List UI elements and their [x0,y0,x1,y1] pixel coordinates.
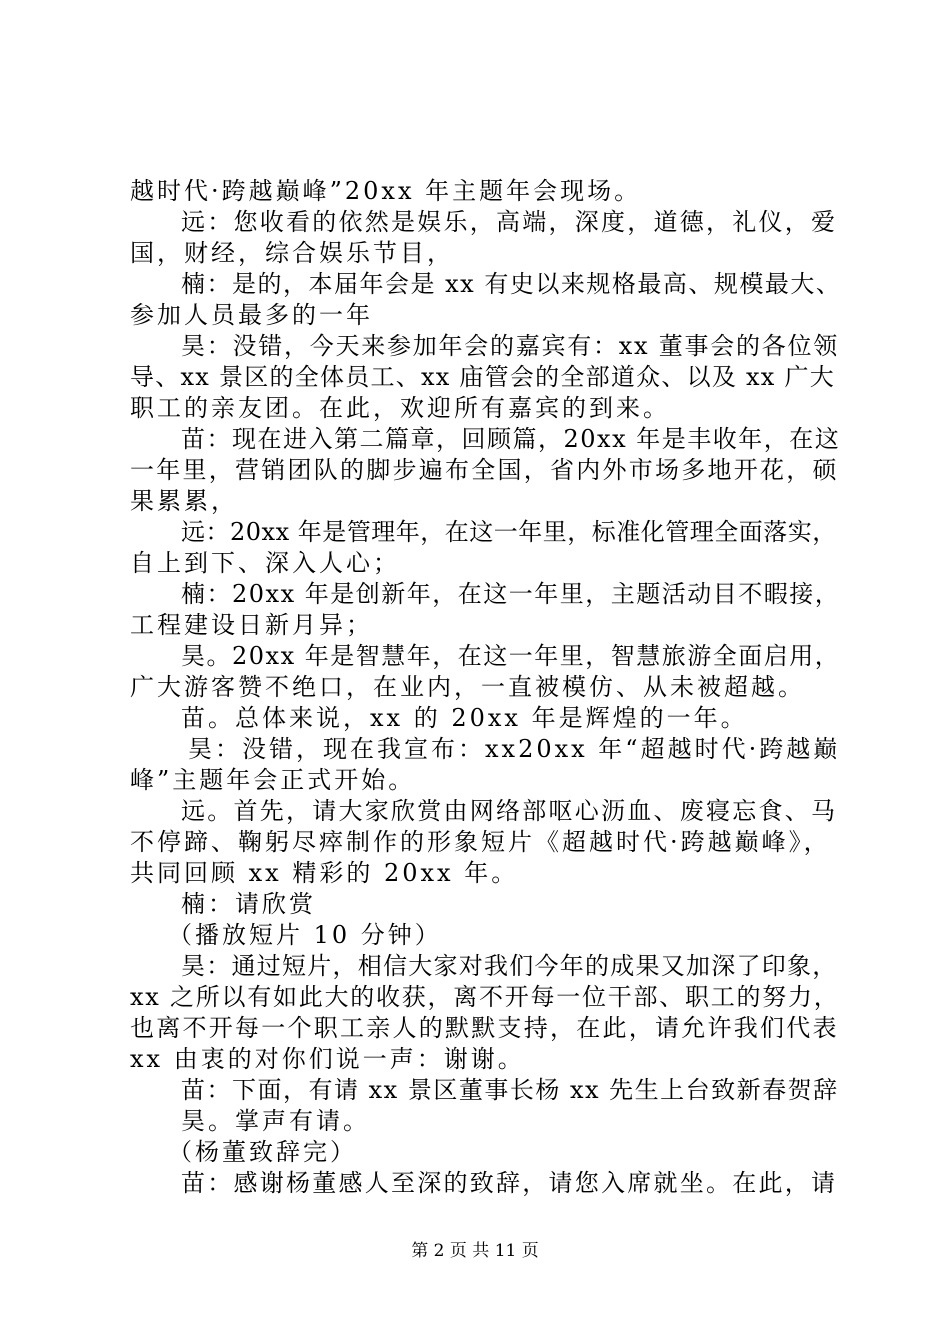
text-line: 峰”主题年会正式开始。 [130,766,416,794]
text-line: 国，财经，综合娱乐节目， [130,239,454,267]
text-line: 果累累， [130,487,238,515]
text-line: 楠：请欣赏 [181,890,316,918]
text-line: 昊：通过短片，相信大家对我们今年的成果又加深了印象， [181,952,838,980]
text-line: 共同回顾 xx 精彩的 20xx 年。 [130,859,519,887]
text-line: 昊：没错，今天来参加年会的嘉宾有：xx 董事会的各位领 [181,332,839,360]
text-line: 昊：没错，现在我宣布：xx20xx 年“超越时代·跨越巅 [188,735,841,763]
text-line: 不停蹄、鞠躬尽瘁制作的形象短片《超越时代·跨越巅峰》， [130,828,831,856]
text-line: 远：您收看的依然是娱乐，高端，深度，道德，礼仪，爱 [181,208,838,236]
text-line: 也离不开每一个职工亲人的默默支持，在此，请允许我们代表 [130,1014,839,1042]
text-line: 楠：20xx 年是创新年，在这一年里，主题活动目不暇接， [181,580,841,608]
text-line: 广大游客赞不绝口，在业内，一直被模仿、从未被超越。 [130,673,805,701]
text-line: 一年里，营销团队的脚步遍布全国，省内外市场多地开花，硕 [130,456,839,484]
text-line: 职工的亲友团。在此，欢迎所有嘉宾的到来。 [130,394,670,422]
text-line: 苗：感谢杨董感人至深的致辞，请您入席就坐。在此，请 [181,1169,838,1197]
text-line: 昊。20xx 年是智慧年，在这一年里，智慧旅游全面启用， [181,642,841,670]
text-line: 工程建设日新月异； [130,611,373,639]
text-line: xx 之所以有如此大的收获，离不开每一位干部、职工的努力， [130,983,840,1011]
text-line: 远：20xx 年是管理年，在这一年里，标准化管理全面落实， [181,518,837,546]
page-footer: 第 2 页 共 11 页 [411,1241,539,1261]
text-line: 自上到下、深入人心； [130,549,400,577]
text-line: 导、xx 景区的全体员工、xx 庙管会的全部道众、以及 xx 广大 [130,363,835,391]
text-line: 苗：现在进入第二篇章，回顾篇，20xx 年是丰收年，在这 [181,425,841,453]
text-line: 参加人员最多的一年 [130,301,373,329]
text-line: （播放短片 10 分钟） [168,921,442,949]
text-line: 苗。总体来说，xx 的 20xx 年是辉煌的一年。 [181,704,748,732]
text-line: 苗：下面，有请 xx 景区董事长杨 xx 先生上台致新春贺辞 [181,1076,839,1104]
text-line: xx 由衷的对你们说一声：谢谢。 [130,1045,525,1073]
text-line: 远。首先，请大家欣赏由网络部呕心沥血、废寝忘食、马 [181,797,838,825]
text-line: 昊。掌声有请。 [181,1107,370,1135]
text-line: 楠：是的，本届年会是 xx 有史以来规格最高、规模最大、 [181,270,842,298]
text-line: （杨董致辞完） [168,1138,357,1166]
text-line: 越时代·跨越巅峰”20xx 年主题年会现场。 [130,177,642,205]
